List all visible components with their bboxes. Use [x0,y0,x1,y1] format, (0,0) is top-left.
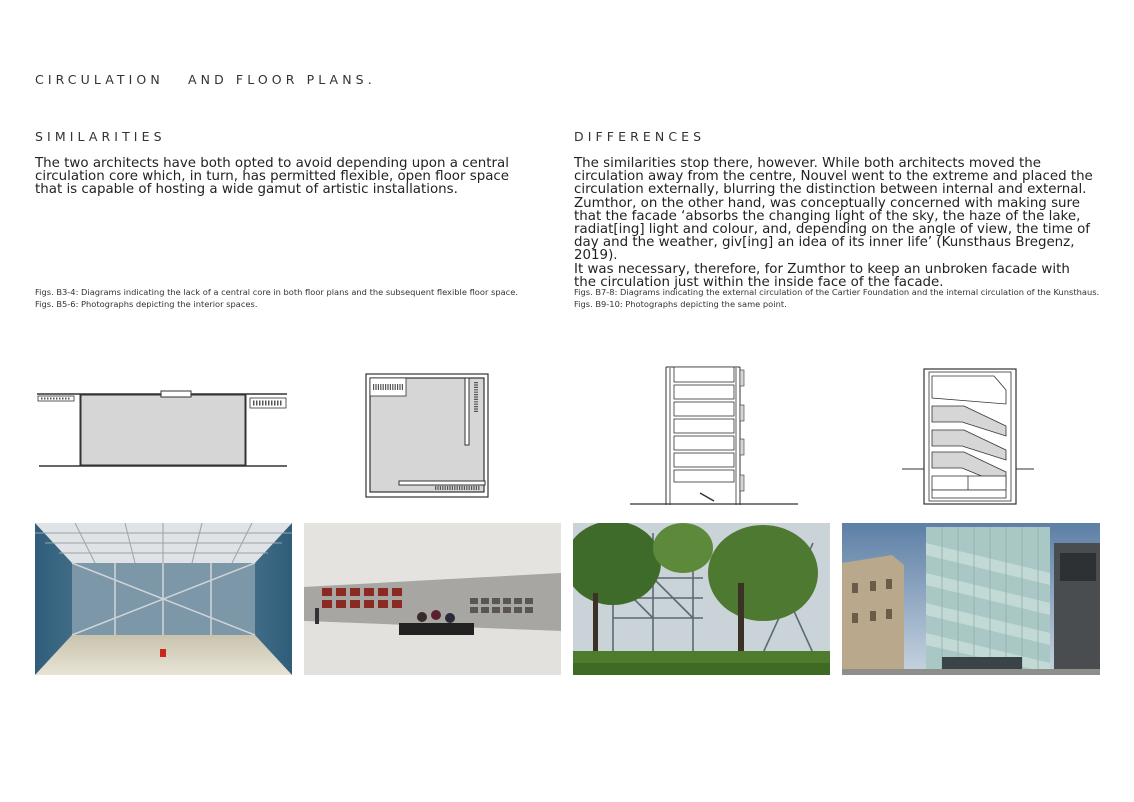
differences-paragraph: It was necessary, therefore, for Zumthor to keep an unbroken facade with the circulation just within the inside face of the facade. [574,261,1070,290]
diagram-cartier-section [35,388,291,474]
diagram-kunsthaus-circulation [902,368,1036,506]
caption-figs-b5-6: Figs. B5-6: Photographs depicting the interior spaces. [35,299,258,310]
photo-kunsthaus-exterior [842,523,1100,675]
differences-heading: DIFFERENCES [574,129,706,144]
caption-figs-b7-8: Figs. B7-8: Diagrams indicating the external circulation of the Cartier Foundation and the internal circulation of the Kunsthaus. [574,287,1100,297]
caption-figs-b3-4: Figs. B3-4: Diagrams indicating the lack of a central core in both floor plans and the subsequent flexible floor space. [35,287,518,297]
diagram-kunsthaus-plan [365,373,490,499]
page-title: CIRCULATION AND FLOOR PLANS. [35,72,376,87]
similarities-body: The two architects have both opted to avoid depending upon a central circulation core which, in turn, has permitted flexible, open floor space that is capable of hosting a wide gamut of artistic installations. [35,156,510,198]
differences-paragraph: Zumthor, on the other hand, was conceptually concerned with making sure that the facade ‘absorbs the changing light of the sky, the haze of the lake, radiat[ing] light and colour, and, depending on the angle of view, the time of day and the weather, giv[ing] an idea of its inner life’ (Kunsthaus Bregenz, 2019). [574,195,1091,264]
photo-kunsthaus-interior [304,523,561,675]
differences-paragraph: The similarities stop there, however. While both architects moved the circulation away from the centre, Nouvel went to the extreme and placed the circulation externally, blurring the distinction between internal and external. [574,156,1093,198]
differences-body [574,157,1094,289]
photo-cartier-exterior [573,523,830,675]
diagram-cartier-circulation [628,365,800,507]
similarities-captions [35,286,540,311]
caption-figs-b9-10: Figs. B9-10: Photographs depicting the same point. [574,299,787,310]
differences-captions [574,286,1104,311]
similarities-heading: SIMILARITIES [35,129,166,144]
photo-cartier-interior [35,523,292,675]
